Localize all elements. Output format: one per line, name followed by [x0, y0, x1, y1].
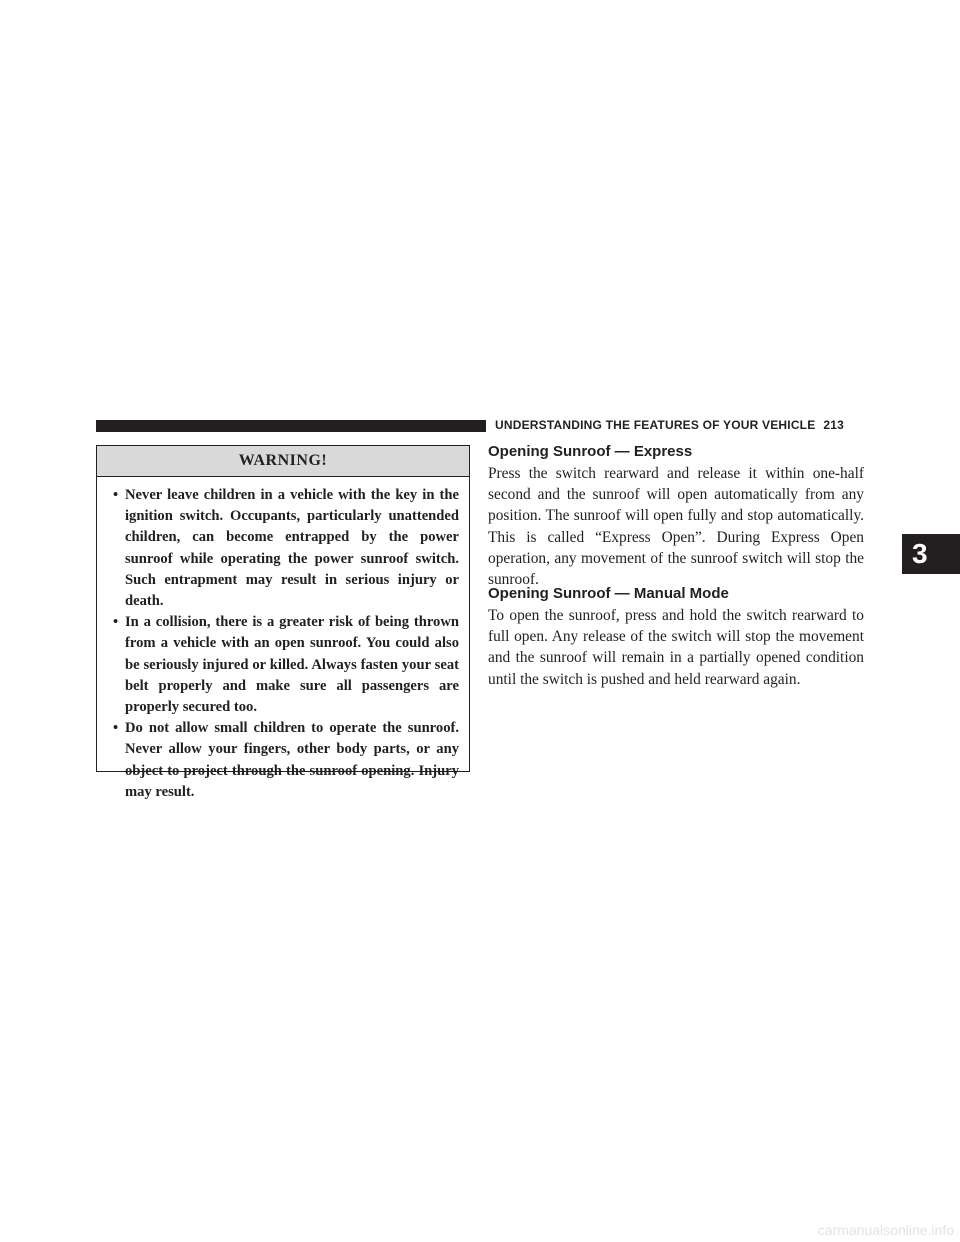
page-number: 213 — [823, 418, 845, 432]
bullet-icon: • — [113, 720, 119, 737]
section-body-manual: To open the sunroof, press and hold the switch rearward to full open. Any release of the switch will stop the movement and the sunroof will remain in a partially opened condition until the switch is pushed and held rearward again. — [488, 607, 864, 688]
bullet-icon: • — [113, 487, 119, 503]
header-rule — [96, 420, 486, 432]
bullet-icon: • — [113, 614, 119, 631]
warning-box — [96, 445, 470, 800]
warning-item: • Never leave children in a vehicle with the key in the ignition switch. Occupants, particularly unattended children, can become entrapped by the power sunroof while operating the power sunroof switch. Such entrapment may result in serious injury or death. — [113, 487, 459, 610]
header-title: UNDERSTANDING THE FEATURES OF YOUR VEHICLE — [495, 418, 816, 432]
warning-item: • In a collision, there is a greater risk of being thrown from a vehicle with an open sunroof. You could also be seriously injured or killed. Always fasten your seat belt properly and make sure all passengers are properly secured too. — [113, 614, 459, 716]
warning-item: • Do not allow small children to operate the sunroof. Never allow your fingers, other body parts, or any object to project through the sunroof opening. Injury may result. — [113, 720, 459, 800]
warning-list — [97, 477, 469, 803]
section-title-manual: Opening Sunroof — Manual Mode — [488, 585, 729, 602]
chapter-tab: 3 — [902, 534, 960, 574]
watermark: carmanualsonline.info — [817, 1222, 954, 1238]
section-body-express: Press the switch rearward and release it within one-half second and the sunroof will open automatically from any position. The sunroof will open fully and stop automatically. This is called “Express Open”. During Express Open operation, any movement of the sunroof switch will stop the sunroof. — [488, 465, 864, 589]
running-header — [495, 418, 865, 436]
section-title-express: Opening Sunroof — Express — [488, 443, 693, 460]
warning-title: WARNING! — [97, 446, 469, 477]
